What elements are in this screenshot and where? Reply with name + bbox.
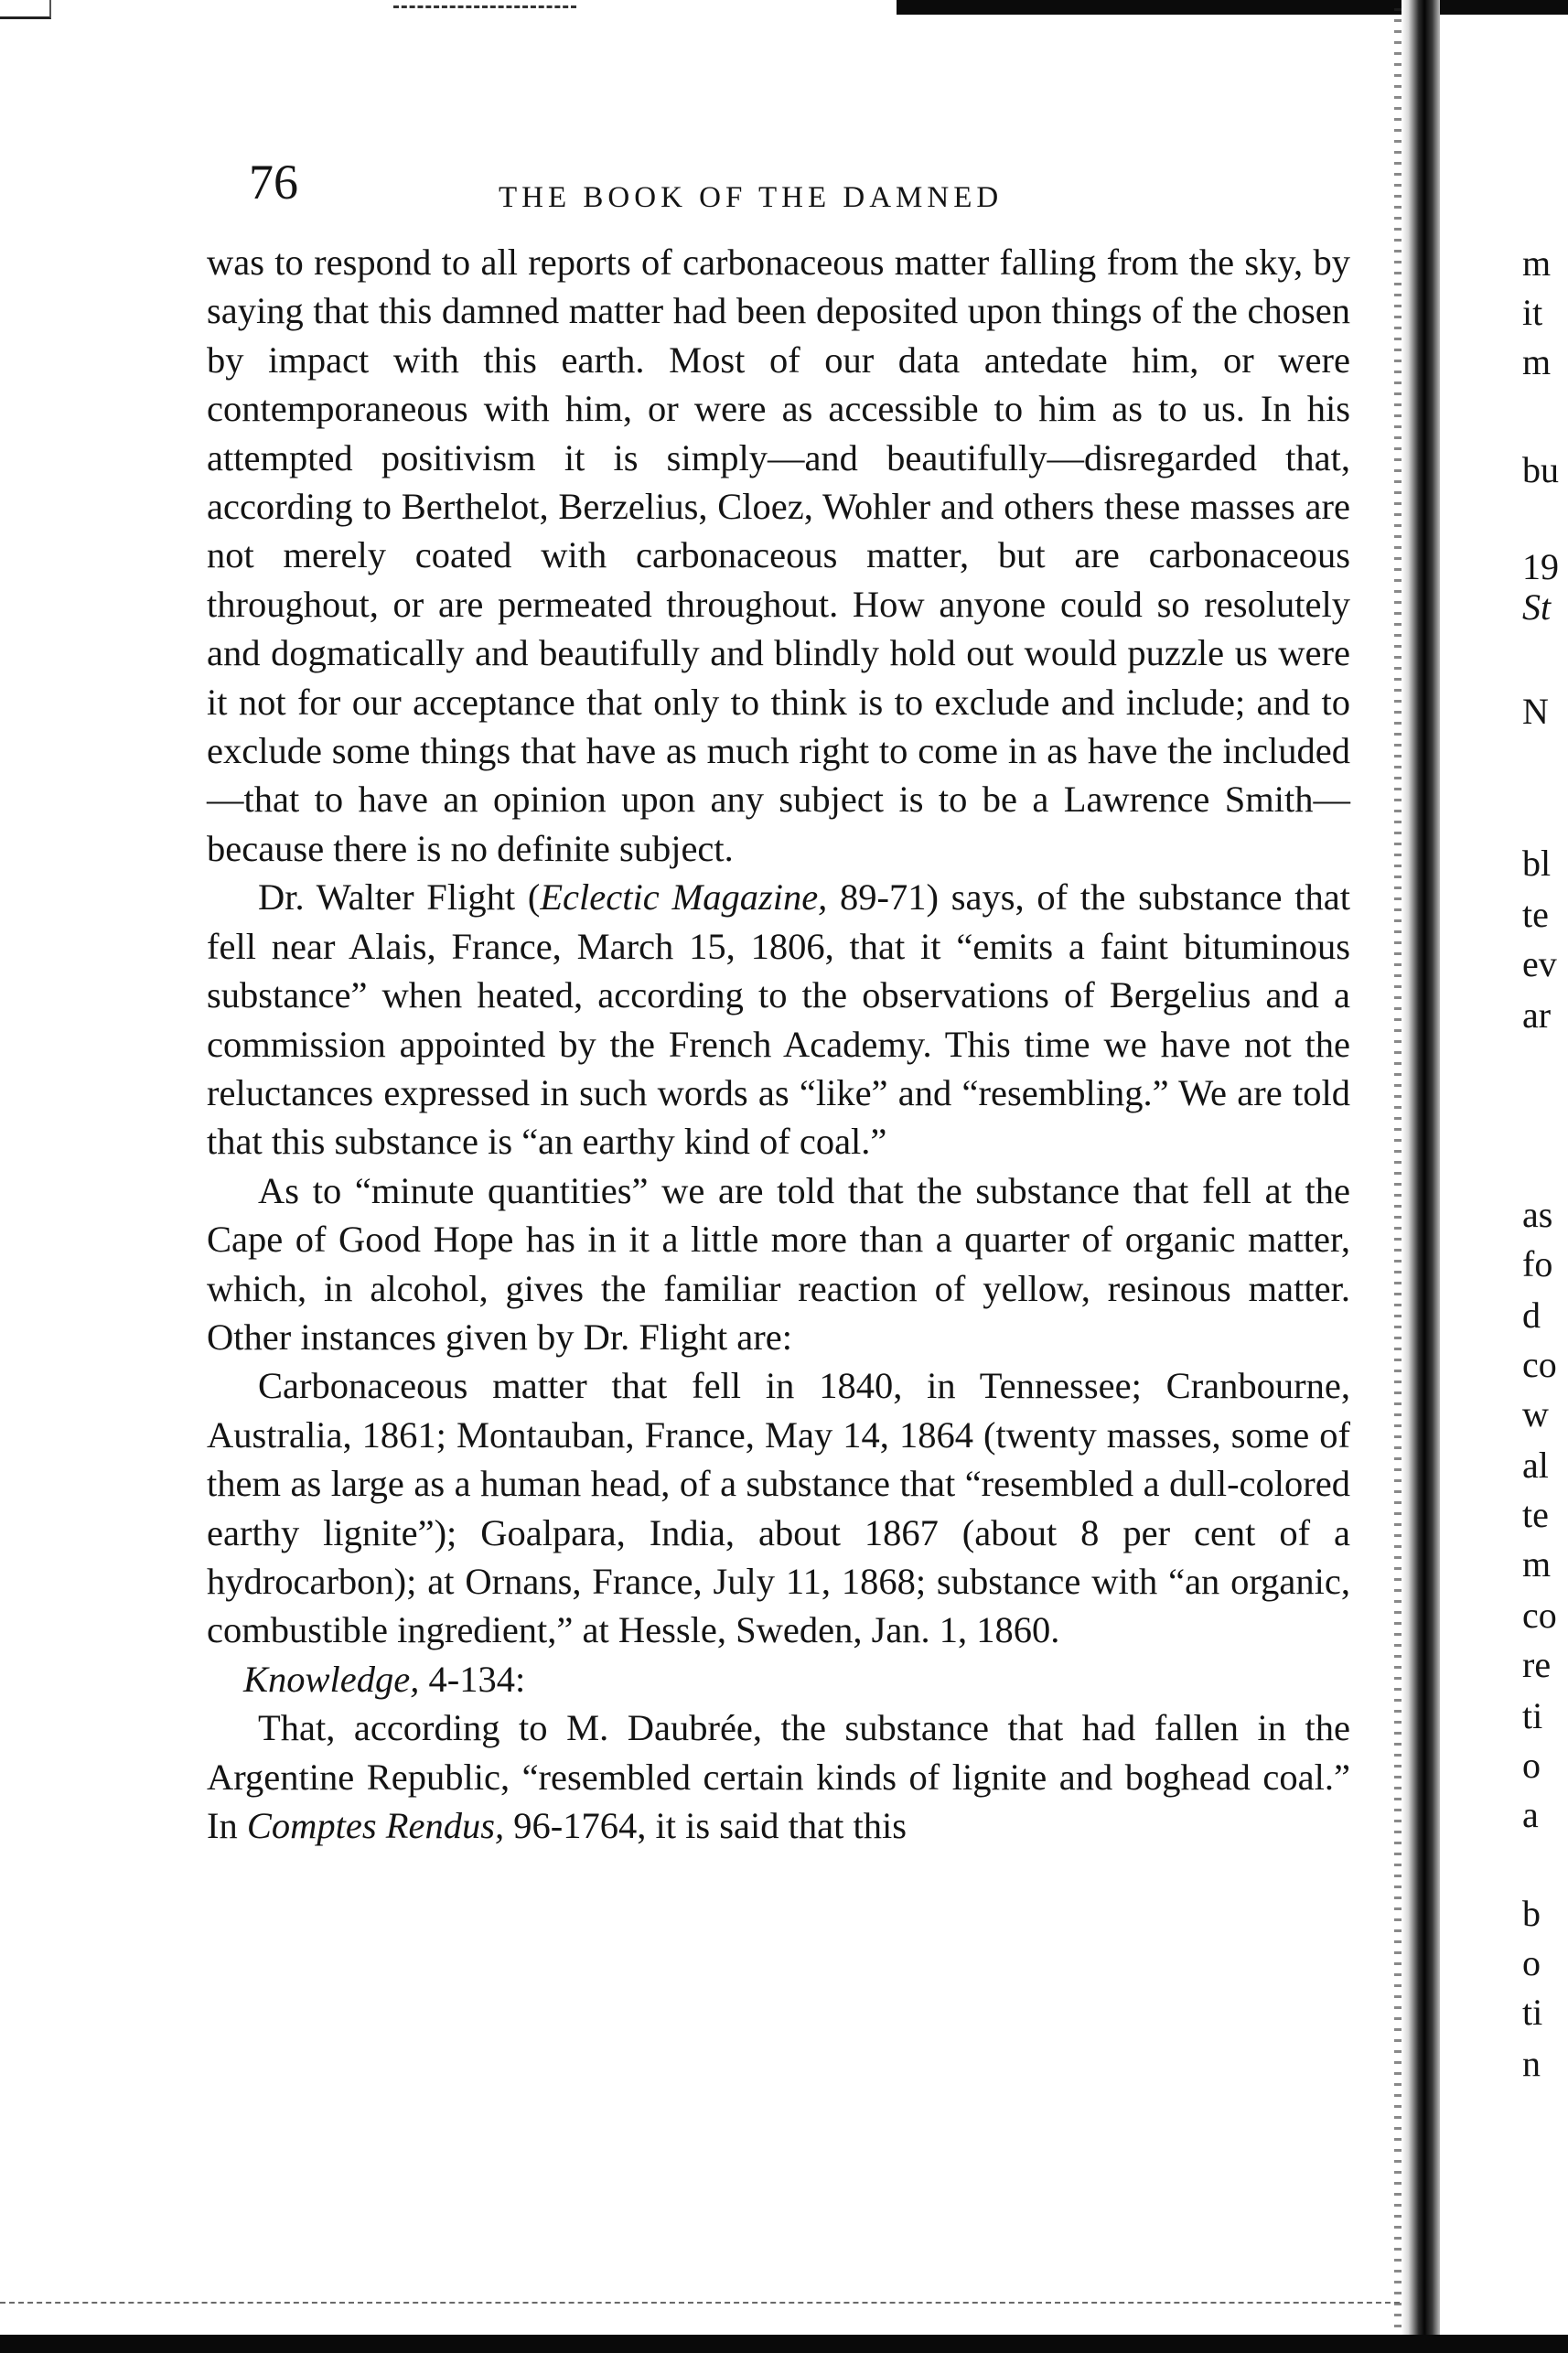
paragraph	[207, 873, 1350, 1166]
text-run: Carbonaceous matter that fell in 1840, in Tennessee; Cranbourne, Australia, 1861; Montauban, France, May 14, 1864 (twenty masses, some of them as large as a human head, of a substance that “resembled a dull-colored earthy lignite”); Goalpara, India, about 1867 (about 8 per cent of a hydrocarbon); at Ornans, France, July 11, 1868; substance with “an organic, combustible ingredient,” at Hessle, Sweden, Jan. 1, 1860.	[207, 1365, 1350, 1651]
facing-page-fragment: it	[1522, 295, 1543, 331]
facing-page-fragment: b	[1522, 1896, 1541, 1932]
paragraph	[207, 1166, 1350, 1362]
facing-page-fragment: m	[1522, 245, 1552, 282]
citation-title: Eclectic Magazine,	[540, 876, 828, 919]
paragraph	[207, 238, 1350, 873]
paragraph	[207, 1361, 1350, 1654]
facing-page-fragment: 19	[1522, 549, 1559, 586]
facing-page-fragment: re	[1522, 1647, 1552, 1683]
facing-page-fragment: ti	[1522, 1994, 1543, 2031]
text-run: Dr. Walter Flight (	[258, 876, 541, 919]
scan-corner-mark	[0, 0, 51, 19]
facing-page-fragment: o	[1522, 1945, 1541, 1982]
facing-page-fragment: ti	[1522, 1698, 1543, 1735]
text-run: 96-1764, it is said that this	[504, 1805, 907, 1846]
citation-title: Knowledge,	[243, 1658, 420, 1700]
facing-page-fragment: te	[1522, 1497, 1549, 1533]
facing-page-fragment: bl	[1522, 845, 1552, 882]
scan-bottom-line	[0, 2302, 1400, 2304]
book-gutter	[1402, 0, 1440, 2353]
running-head: THE BOOK OF THE DAMNED	[499, 181, 1004, 214]
facing-page-fragment: m	[1522, 1546, 1552, 1583]
text-run: That, according to M. Daubrée, the substance that had fallen in the Argentine Republic, “resembled certain kinds of lignite and boghead coal.” In	[207, 1707, 1350, 1846]
facing-page-fragment: St	[1522, 589, 1552, 626]
facing-page-fragment: al	[1522, 1447, 1549, 1484]
facing-page-fragment: o	[1522, 1747, 1541, 1784]
facing-page-fragment: d	[1522, 1297, 1541, 1334]
facing-page-fragment: as	[1522, 1197, 1553, 1233]
text-run: was to respond to all reports of carbonaceous matter falling from the sky, by saying that this damned matter had been deposited upon things of the chosen by impact with this earth. Most of our data antedate him, or were contemporaneous with him, or were as accessible to him as to us. In his attempted positivism it is simply—and beautifully—disregarded that, according to Berthelot, Berzelius, Cloez, Wohler and others these masses are not merely coated with carbonaceous matter, but are carbonaceous throughout, or are permeated throughout. How anyone could so resolutely and dogmatically and beautifully and blindly hold out would puzzle us were it not for our acceptance that only to think is to exclude and include; and to exclude some things that have as much right to come in as have the included—that to have an opinion upon any subject is to be a Lawrence Smith—because there is no definite subject.	[207, 242, 1350, 869]
scan-top-border	[897, 0, 1568, 15]
citation-line	[207, 1655, 1350, 1703]
facing-page-fragment: ev	[1522, 946, 1557, 983]
paragraph	[207, 1703, 1350, 1850]
text-run: 4-134:	[419, 1658, 526, 1700]
text-run: As to “minute quantities” we are told that the substance that fell at the Cape of Good Hope has in it a little more than a quarter of organic matter, which, in alcohol, gives the familiar reaction of yellow, resinous matter. Other instances given by Dr. Flight are:	[207, 1169, 1350, 1358]
facing-page-fragment: a	[1522, 1797, 1539, 1833]
facing-page-fragment: n	[1522, 2046, 1541, 2082]
facing-page-fragment: m	[1522, 344, 1552, 381]
facing-page-fragment: te	[1522, 897, 1549, 933]
facing-page-fragment: ar	[1522, 997, 1552, 1034]
facing-page-fragment: co	[1522, 1347, 1557, 1383]
facing-page-fragment: w	[1522, 1396, 1549, 1433]
page-number: 76	[249, 155, 298, 210]
facing-page-fragment: fo	[1522, 1246, 1553, 1283]
text-run: 89-71) says, of the substance that fell near Alais, France, March 15, 1806, that it “emits a faint bituminous substance” when heated, according to the observations of Bergelius and a commission appointed by the French Academy. This time we have not the reluctances expressed in such words as “like” and “resembling.” We are told that this substance is “an earthy kind of coal.”	[207, 876, 1350, 1163]
facing-page-fragment: co	[1522, 1597, 1557, 1634]
scan-bottom-border	[0, 2335, 1568, 2353]
citation-title: Comptes Rendus,	[246, 1805, 505, 1846]
body-text	[207, 238, 1350, 1850]
facing-page-fragment: N	[1522, 693, 1549, 730]
facing-page-fragment: bu	[1522, 452, 1559, 489]
scan-top-fragment	[393, 0, 576, 8]
